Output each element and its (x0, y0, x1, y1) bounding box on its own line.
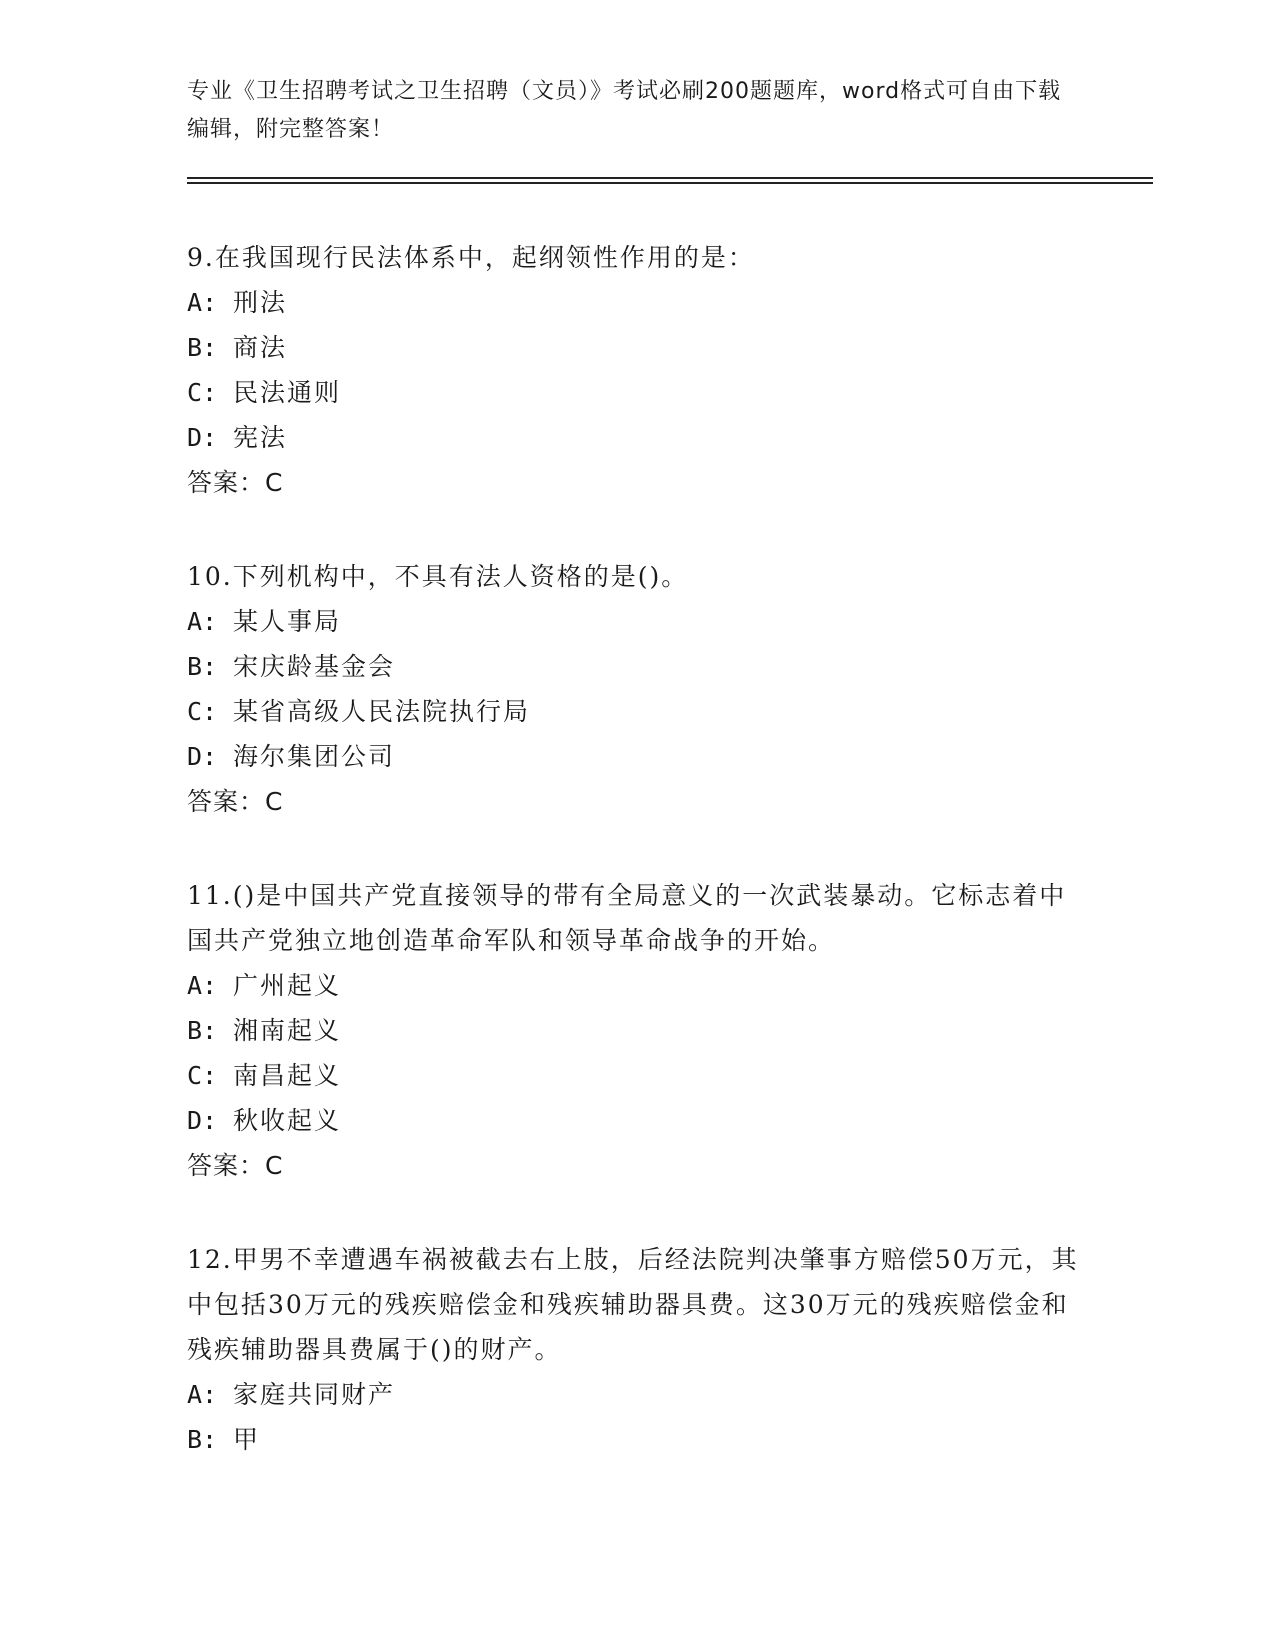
option-d (187, 415, 1087, 460)
option-text: 宋庆龄基金会 (233, 652, 396, 681)
option-text: 某省高级人民法院执行局 (233, 697, 531, 726)
option-b (187, 1417, 1087, 1462)
option-a (187, 599, 1087, 644)
option-text: 宪法 (233, 423, 288, 452)
option-b (187, 1008, 1087, 1053)
answer: 答案：C (187, 468, 284, 497)
question-stem: 11.()是中国共产党直接领导的带有全局意义的一次武装暴动。它标志着中国共产党独立地创造革命军队和领导革命战争的开始。 (187, 881, 1067, 955)
option-text: 商法 (233, 333, 288, 362)
header-rule-bottom (187, 182, 1153, 184)
option-letter: B: (187, 333, 218, 362)
option-text: 湘南起义 (233, 1016, 342, 1045)
question-11 (187, 873, 1087, 1188)
option-text: 南昌起义 (233, 1061, 342, 1090)
option-letter: B: (187, 1425, 218, 1454)
option-text: 海尔集团公司 (233, 742, 396, 771)
option-text: 家庭共同财产 (233, 1380, 396, 1409)
option-text: 甲 (233, 1425, 261, 1454)
answer: 答案：C (187, 787, 284, 816)
option-letter: C: (187, 697, 218, 726)
option-letter: B: (187, 652, 218, 681)
question-stem: 9.在我国现行民法体系中，起纲领性作用的是： (187, 243, 755, 272)
option-letter: A: (187, 971, 218, 1000)
option-a (187, 963, 1087, 1008)
option-text: 刑法 (233, 288, 288, 317)
option-letter: D: (187, 423, 218, 452)
option-a (187, 1372, 1087, 1417)
option-d (187, 734, 1087, 779)
option-text: 某人事局 (233, 607, 342, 636)
option-c (187, 689, 1087, 734)
option-text: 民法通则 (233, 378, 342, 407)
option-d (187, 1098, 1087, 1143)
question-10 (187, 554, 1087, 824)
option-letter: A: (187, 288, 218, 317)
header-rule-top (187, 177, 1153, 179)
option-letter: C: (187, 1061, 218, 1090)
option-letter: C: (187, 378, 218, 407)
question-stem: 12.甲男不幸遭遇车祸被截去右上肢，后经法院判决肇事方赔偿50万元，其中包括30万元的残疾赔偿金和残疾辅助器具费。这30万元的残疾赔偿金和残疾辅助器具费属于()的财产。 (187, 1245, 1079, 1364)
option-letter: D: (187, 742, 218, 771)
option-b (187, 325, 1087, 370)
question-stem: 10.下列机构中，不具有法人资格的是()。 (187, 562, 689, 591)
option-letter: B: (187, 1016, 218, 1045)
option-b (187, 644, 1087, 689)
answer: 答案：C (187, 1151, 284, 1180)
option-letter: A: (187, 607, 218, 636)
option-text: 秋收起义 (233, 1106, 342, 1135)
document-intro: 专业《卫生招聘考试之卫生招聘（文员）》考试必刷200题题库，word格式可自由下载编辑，附完整答案！ (187, 79, 1062, 142)
option-letter: A: (187, 1380, 218, 1409)
option-letter: D: (187, 1106, 218, 1135)
option-c (187, 370, 1087, 415)
question-list (187, 235, 1087, 1511)
question-12 (187, 1237, 1087, 1462)
option-a (187, 280, 1087, 325)
option-text: 广州起义 (233, 971, 342, 1000)
option-c (187, 1053, 1087, 1098)
question-9 (187, 235, 1087, 505)
